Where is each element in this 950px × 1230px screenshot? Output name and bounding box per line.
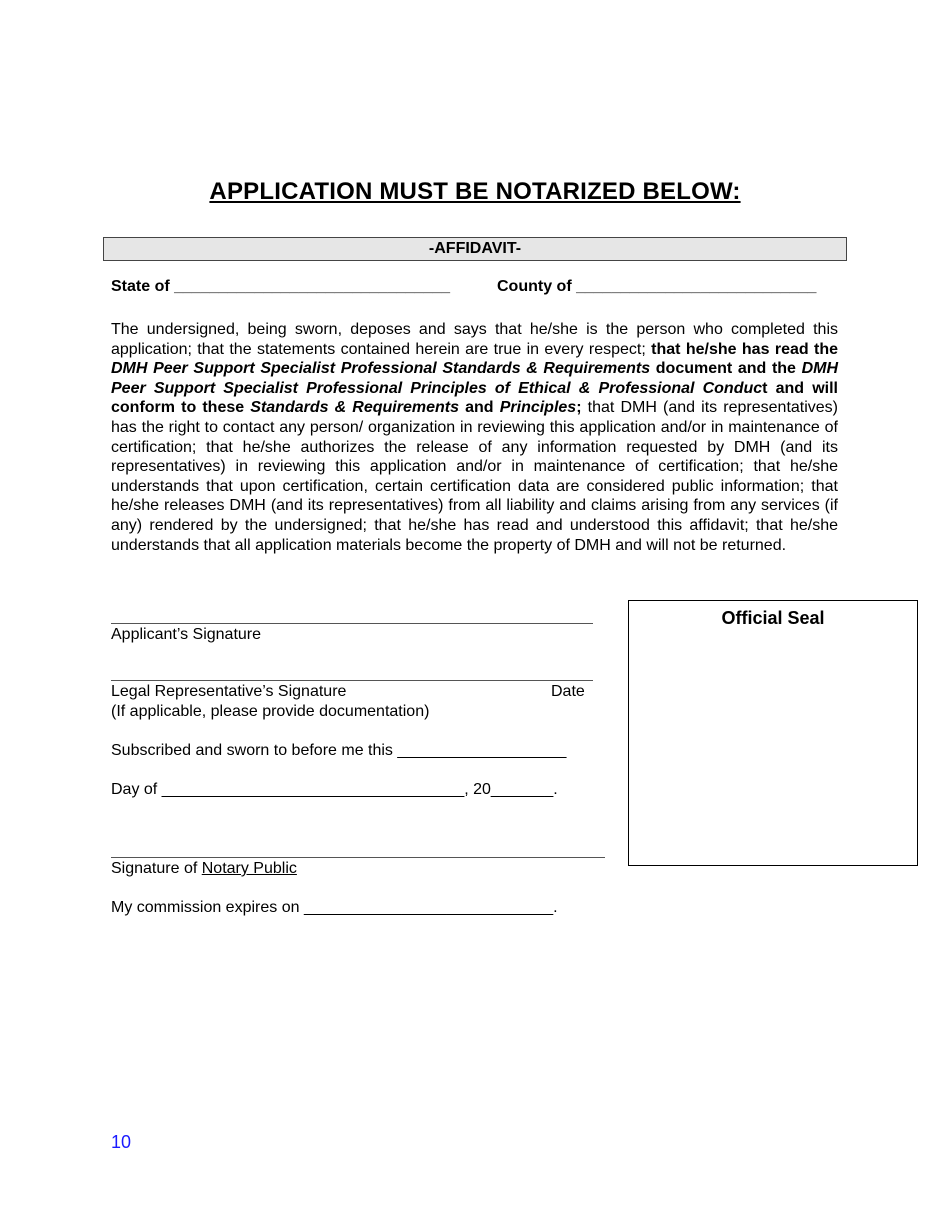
official-seal-title: Official Seal: [721, 608, 825, 628]
statement-text: that DMH (and its representatives) has the right to contact any person/ organization in reviewing this application and/or in maintenance of certification; that he/she authorizes the release of any information requested by DMH (and its representatives) in reviewing this application and/or in maintenance of certification; that he/she understands that upon certification, certain certification data are considered public information; that he/she releases DMH (and its representatives) from all liability and claims arising from any services (if any) rendered by the undersigned; that he/she has read and understood this affidavit; that he/she understands that all application materials become the property of DMH and will not be returned.: [111, 399, 839, 554]
state-blank[interactable]: _______________________________: [174, 278, 450, 295]
statement-bold: that he/she has read the: [651, 340, 838, 358]
commission-expires-field[interactable]: My commission expires on ____________________________.: [111, 899, 558, 916]
notary-signature-label: [111, 860, 297, 878]
statement-bold: ;: [576, 399, 582, 417]
statement-text: The undersigned, being sworn, deposes and says that he/she is the person who completed this application; that the statements contained herein are true in every respect;: [111, 321, 838, 358]
legal-rep-signature-label: Legal Representative’s Signature: [111, 683, 347, 700]
date-label: Date: [551, 683, 585, 700]
county-label: County of: [497, 278, 572, 295]
day-of-field[interactable]: Day of __________________________________, 20_______.: [111, 781, 558, 798]
notary-signature-line[interactable]: [111, 857, 605, 858]
legal-rep-note: (If applicable, please provide documentation): [111, 703, 430, 720]
standards-term: Standards & Requirements: [250, 399, 460, 417]
statement-bold: document and the: [650, 360, 802, 378]
county-blank[interactable]: ___________________________: [576, 278, 817, 295]
state-label: State of: [111, 278, 170, 295]
official-seal-box: [628, 600, 918, 866]
standards-doc-title: DMH Peer Support Specialist Professional Standards & Requirements: [111, 360, 651, 378]
principles-doc-title: DMH Peer Support Specialist Professional Principles of Ethical & Professional Conduc: [111, 360, 839, 397]
statement-bold: t and will conform to these: [111, 379, 838, 417]
subscribed-sworn-field[interactable]: Subscribed and sworn to before me this ___________________: [111, 742, 567, 759]
notary-public-text: Notary Public: [201, 860, 297, 877]
affidavit-heading: -AFFIDAVIT-: [103, 237, 847, 261]
county-field[interactable]: [497, 278, 816, 296]
principles-term: Principles: [499, 399, 577, 417]
legal-rep-signature-line[interactable]: [111, 680, 593, 681]
page-title: APPLICATION MUST BE NOTARIZED BELOW:: [209, 178, 741, 205]
page-number: 10: [111, 1132, 132, 1152]
notary-prefix: Signature of: [111, 860, 202, 877]
statement-bold: and: [459, 399, 500, 417]
applicant-signature-label: Applicant’s Signature: [111, 626, 262, 643]
state-field[interactable]: [111, 278, 450, 296]
affidavit-statement: [111, 320, 838, 555]
applicant-signature-line[interactable]: [111, 623, 593, 624]
